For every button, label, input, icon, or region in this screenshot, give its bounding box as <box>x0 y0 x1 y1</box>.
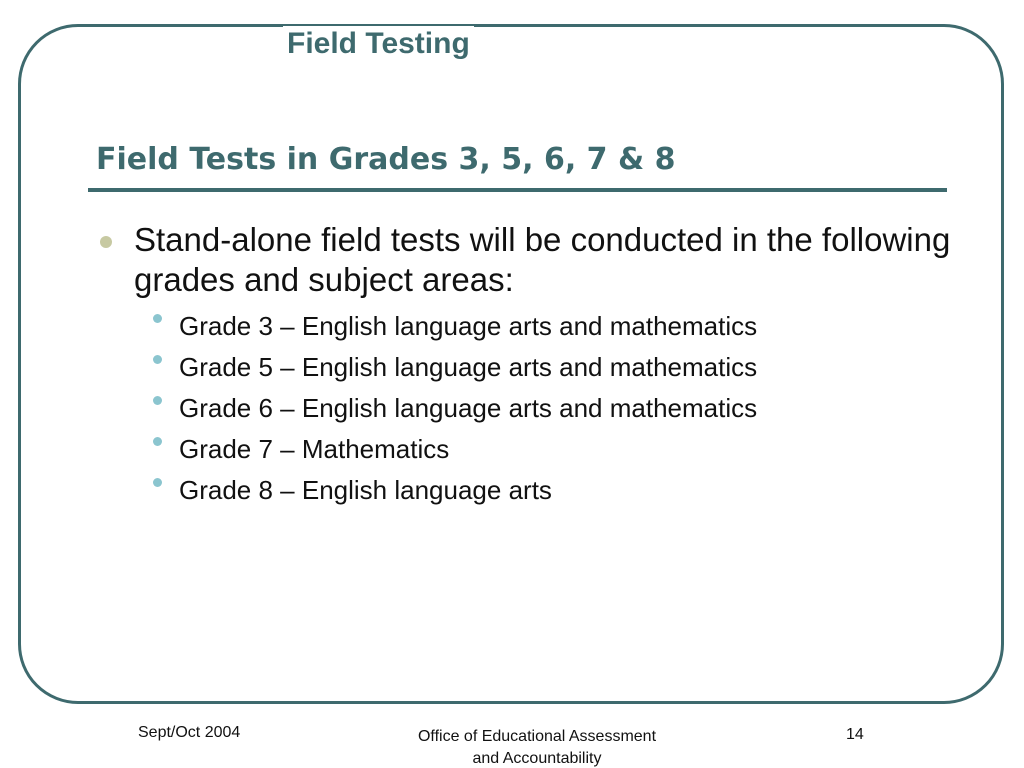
sub-bullet-text: Grade 8 – English language arts <box>179 475 552 505</box>
footer-date: Sept/Oct 2004 <box>138 724 241 741</box>
footer-office <box>370 726 704 768</box>
heading-divider <box>88 188 947 192</box>
sub-bullet-text: Grade 5 – English language arts and mathematics <box>179 352 758 382</box>
sub-bullet-dot-icon <box>153 478 162 487</box>
main-bullet <box>96 220 956 300</box>
section-title: Field Testing <box>283 26 474 62</box>
sub-bullet-text: Grade 6 – English language arts and mathematics <box>179 393 758 423</box>
footer-page-number: 14 <box>846 726 864 743</box>
sub-bullet-dot-icon <box>153 437 162 446</box>
footer-office-line1: Office of Educational Assessment <box>417 728 657 745</box>
sub-bullet-dot-icon <box>153 396 162 405</box>
sub-bullet-list <box>150 306 950 511</box>
sub-bullet-item <box>150 347 950 388</box>
sub-bullet-text: Grade 7 – Mathematics <box>179 434 450 464</box>
sub-bullet-item <box>150 429 950 470</box>
main-bullet-text: Stand-alone field tests will be conducted in the following grades and subject areas: <box>134 221 951 298</box>
sub-bullet-dot-icon <box>153 314 162 323</box>
sub-bullet-item <box>150 470 950 511</box>
bullet-dot-icon <box>100 236 112 248</box>
sub-bullet-item <box>150 306 950 347</box>
sub-bullet-text: Grade 3 – English language arts and mathematics <box>179 311 758 341</box>
footer-office-line2: and Accountability <box>472 750 602 767</box>
slide-heading: Field Tests in Grades 3, 5, 6, 7 & 8 <box>96 142 676 177</box>
sub-bullet-dot-icon <box>153 355 162 364</box>
sub-bullet-item <box>150 388 950 429</box>
